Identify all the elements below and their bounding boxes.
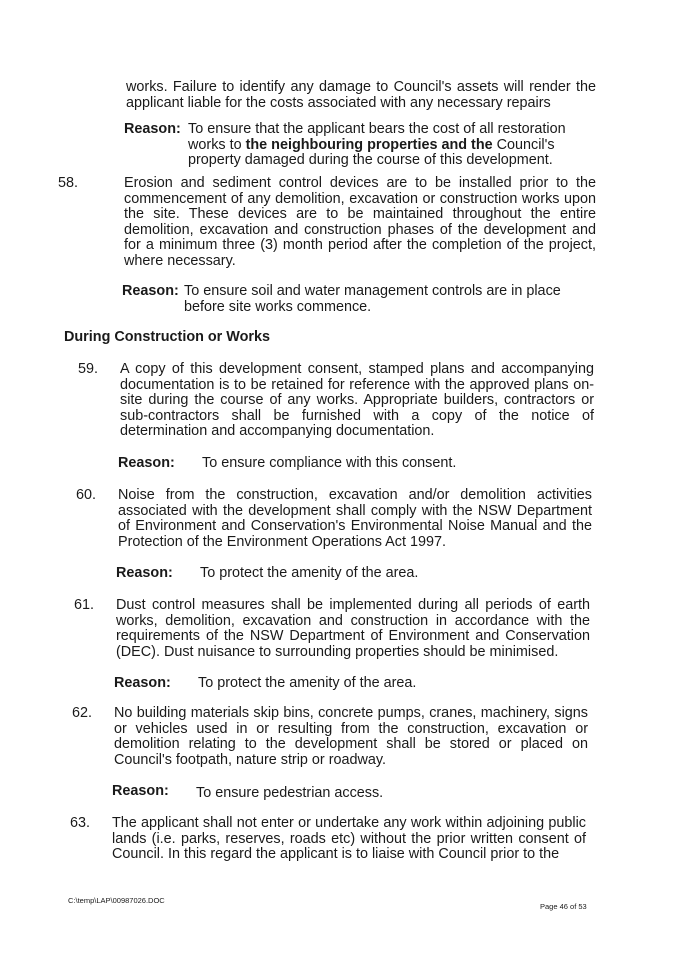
footer-page-number: Page 46 of 53 [540,902,587,911]
item-text: Erosion and sediment control devices are to be installed prior to the commencement of any demolition, excavation or construction works upon the site. These devices are to be maintained throughout the entire demolition, excavation and construction phases of the development and for a minimum three (3) month period after the completion of the project, where necessary. [124,175,596,269]
footer-file-path: C:\temp\LAP\00987026.DOC [68,896,165,905]
item-text: A copy of this development consent, stamped plans and accompanying documentation is to be retained for reference with the approved plans on-site during the course of any works. Appropriate builders, contractors or sub-contractors shall be furnished with a copy of the notice of determination and accompanying documentation. [120,361,594,439]
reason-text-part: To ensure that the applicant bears the cost of all restoration works to [188,121,566,153]
item-number: 59. [78,361,99,377]
item-number: 62. [72,705,93,721]
reason-text: To ensure pedestrian access. [196,785,384,801]
reason-label: Reason: [114,675,171,691]
item-number: 60. [76,487,97,503]
reason-label: Reason: [118,455,175,471]
item-number: 63. [70,815,91,831]
item-text: Dust control measures shall be implemented during all periods of earth works, demolition, excavation and construction in accordance with the requirements of the NSW Department of Environment and Conservation (DEC). Dust nuisance to surrounding properties should be minimised. [116,597,590,660]
reason-text: To protect the amenity of the area. [198,675,417,691]
item-text: Noise from the construction, excavation and/or demolition activities associated with the development shall comply with the NSW Department of Environment and Conservation's Environmental Noise Manual and the Protection of the Environment Operations Act 1997. [118,487,592,550]
item-number: 61. [74,597,95,613]
reason-text-bold: the neighbouring properties and the [245,136,493,153]
reason-text-part: Council's property damaged during the course of this development. [188,136,555,168]
reason-label: Reason: [116,565,173,581]
reason-text [188,122,598,169]
reason-label: Reason: [122,283,179,299]
reason-label: Reason: [124,121,181,137]
carry-over-paragraph: works. Failure to identify any damage to Council's assets will render the applicant liable for the costs associated with any necessary repairs [126,79,596,111]
reason-label: Reason: [112,783,169,799]
section-heading: During Construction or Works [64,329,271,345]
item-text: No building materials skip bins, concrete pumps, cranes, machinery, signs or vehicles used in or resulting from the construction, excavation or demolition relating to the development shall be stored or placed on Council's footpath, nature strip or roadway. [114,705,588,768]
item-text: The applicant shall not enter or undertake any work within adjoining public lands (i.e. parks, reserves, roads etc) without the prior written consent of Council. In this regard the applicant is to liaise with Council prior to the [112,815,586,862]
reason-text: To protect the amenity of the area. [200,565,419,581]
reason-text: To ensure soil and water management controls are in place before site works commence. [184,283,561,315]
item-number: 58. [58,175,79,191]
reason-text: To ensure compliance with this consent. [202,455,457,471]
